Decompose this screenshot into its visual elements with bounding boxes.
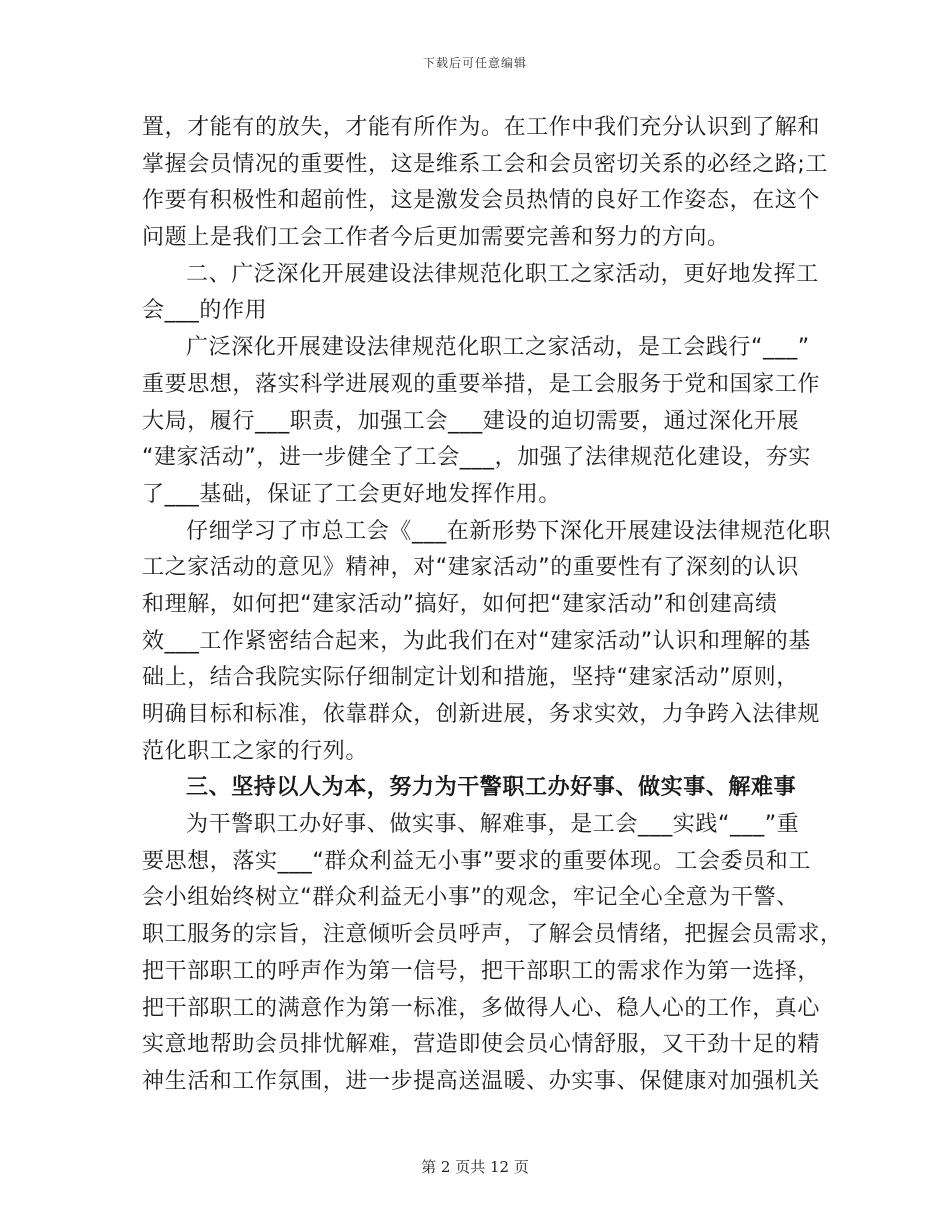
text-line: 问题上是我们工会工作者今后更加需要完善和努力的方向。: [142, 225, 730, 251]
text-line: 了___基础，保证了工会更好地发挥作用。: [142, 481, 562, 507]
text-line: 大局，履行___职责，加强工会___建设的迫切需要，通过深化开展: [142, 408, 800, 434]
text-line: 重要思想，落实科学进展观的重要举措，是工会服务于党和国家工作: [142, 371, 821, 397]
text-line: 二、广泛深化开展建设法律规范化职工之家活动，更好地发挥工: [186, 261, 819, 287]
document-body: [142, 110, 843, 1101]
text-line: 工之家活动的意见》精神，对“建家活动”的重要性有了深刻的认识: [142, 555, 799, 581]
page-footer: 第 2 页共 12 页: [421, 1158, 529, 1176]
text-line: 效___工作紧密结合起来，为此我们在对“建家活动”认识和理解的基: [142, 628, 811, 654]
text-line: 神生活和工作氛围，进一步提高送温暖、办实事、保健康对加强机关: [142, 1068, 821, 1094]
text-line: 础上，结合我院实际仔细制定计划和措施，坚持“建家活动”原则，: [142, 665, 799, 691]
page-header: 下载后可任意编辑: [422, 56, 527, 70]
text-line: 置，才能有的放失，才能有所作为。在工作中我们充分认识到了解和: [142, 115, 821, 140]
text-line: 把干部职工的满意作为第一标准，多做得人心、稳人心的工作，真心: [142, 995, 821, 1021]
text-line: 范化职工之家的行列。: [142, 738, 369, 764]
text-line: 作要有积极性和超前性，这是激发会员热情的良好工作姿态，在这个: [142, 188, 821, 214]
text-line: “建家活动”，进一步健全了工会___，加强了法律规范化建设，夯实: [142, 445, 811, 471]
text-line: 掌握会员情况的重要性，这是维系工会和会员密切关系的必经之路;工: [142, 151, 829, 177]
text-line: 要思想，落实___“群众利益无小事”要求的重要体现。工会委员和工: [142, 848, 811, 874]
text-line: 明确目标和标准，依靠群众，创新进展，务求实效，力争跨入法律规: [142, 702, 821, 727]
text-line: 仔细学习了市总工会《___在新形势下深化开展建设法律规范化职: [186, 518, 832, 544]
text-line: 把干部职工的呼声作为第一信号，把干部职工的需求作为第一选择，: [142, 958, 821, 984]
text-line: 实意地帮助会员排忧解难，营造即使会员心情舒服，又干劲十足的精: [142, 1032, 821, 1058]
text-line: 和理解，如何把“建家活动”搞好，如何把“建家活动”和创建高绩: [142, 591, 778, 617]
text-line: 为干警职工办好事、做实事、解难事，是工会___实践“___”重: [186, 812, 800, 838]
text-line: 职工服务的宗旨，注意倾听会员呼声，了解会员情绪，把握会员需求，: [142, 922, 843, 948]
text-line: 会小组始终树立“群众利益无小事”的观念，牢记全心全意为干警、: [142, 885, 799, 911]
text-line: 会___的作用: [142, 298, 268, 324]
section-heading: 三、坚持以人为本，努力为干警职工办好事、做实事、解难事: [186, 775, 797, 801]
text-line: 广泛深化开展建设法律规范化职工之家活动，是工会践行“___”: [186, 335, 810, 361]
